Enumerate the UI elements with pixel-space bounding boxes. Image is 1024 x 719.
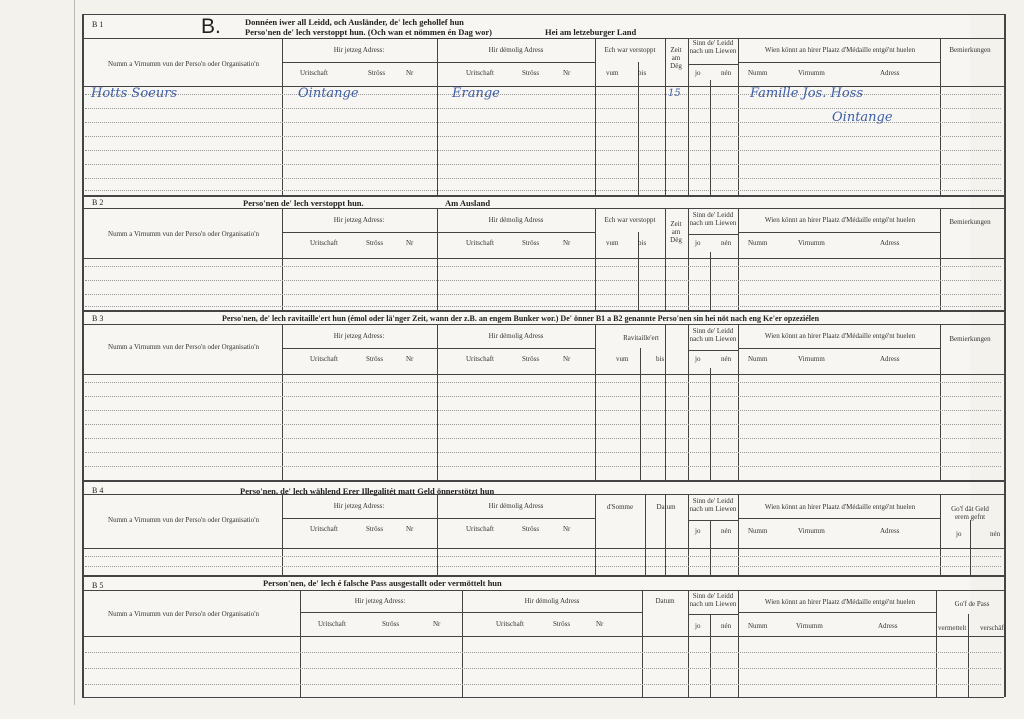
b3-city-header: Uritschaft (310, 355, 338, 363)
grid-line (462, 612, 642, 613)
b1-medal-address-header: Adress (880, 69, 900, 77)
b4-medal-address-header: Adress (880, 527, 900, 535)
b3-medal-first-header: Virnumm (798, 355, 825, 363)
grid-line (595, 324, 596, 480)
grid-line (940, 38, 941, 195)
grid-line (300, 590, 301, 697)
b3-medal-name-header: Numm (748, 355, 768, 363)
b1-entry-former-city: Erange (452, 86, 500, 101)
grid-line (638, 62, 639, 195)
grid-line (82, 310, 1004, 312)
b2-days-header: Zeit am Dëg (670, 220, 682, 245)
b5-medal-address-header: Adress (878, 622, 898, 630)
b2-former-city-header: Uritschaft (466, 239, 494, 247)
b2-current-address-header: Hir jetzeg Adress: (333, 216, 385, 224)
b4-former-street-header: Ströss (522, 525, 540, 533)
b4-medal-name-header: Numm (748, 527, 768, 535)
b2-former-nr-header: Nr (563, 239, 571, 247)
b5-title: Person'nen, de' lech é falsche Pass ausgestallt oder vermöttelt hun (263, 578, 502, 588)
b2-title: Perso'nen de' lech verstoppt hun. (243, 198, 364, 208)
b4-no-header: nén (721, 527, 732, 535)
b1-saved-header: Sinn de' Leidd nach um Liewen (689, 39, 737, 56)
section-b5-label: B 5 (92, 581, 104, 590)
b4-current-address-header: Hir jetzeg Adress: (333, 502, 385, 510)
b3-former-city-header: Uritschaft (466, 355, 494, 363)
b3-saved-header: Sinn de' Leidd nach um Liewen (689, 327, 737, 344)
b5-medal-first-header: Virnumm (796, 622, 823, 630)
b3-medal-address-header: Adress (880, 355, 900, 363)
grid-line (688, 350, 738, 351)
b4-title: Perso'nen, de' lech wählend Erer Illegalitét matt Geld önnerstötzt hun (240, 486, 495, 496)
b1-to-header: bis (638, 69, 647, 77)
entry-line (85, 164, 1001, 165)
grid-line (82, 697, 1004, 698)
grid-line (82, 86, 1004, 87)
b1-entry-medal-address: Ointange (832, 110, 893, 125)
entry-line (85, 684, 1001, 685)
b3-remarks-header: Bemierkungen (949, 335, 991, 343)
section-b3-label: B 3 (92, 314, 104, 323)
entry-line (85, 566, 1001, 567)
entry-line (85, 410, 1001, 411)
b5-former-nr-header: Nr (596, 620, 604, 628)
b5-no-header: nén (721, 622, 732, 630)
grid-line (437, 348, 595, 349)
b4-medal-header: Wien könnt an hirer Plaatz d'Médaille entgé'nt huelen (764, 503, 916, 511)
b5-former-address-header: Hir démolig Adress (524, 597, 580, 605)
grid-line (82, 494, 1004, 495)
entry-line (85, 396, 1001, 397)
grid-line (595, 38, 596, 195)
grid-line (282, 518, 437, 519)
b5-medal-name-header: Numm (748, 622, 768, 630)
b3-former-street-header: Ströss (522, 355, 540, 363)
grid-line (738, 518, 940, 519)
b4-former-nr-header: Nr (563, 525, 571, 533)
b3-nr-header: Nr (406, 355, 414, 363)
grid-line (688, 614, 738, 615)
entry-line (85, 94, 1001, 95)
grid-line (462, 590, 463, 697)
grid-line (282, 232, 437, 233)
b2-remarks-header: Bemierkungen (949, 218, 991, 226)
b2-medal-name-header: Numm (748, 239, 768, 247)
b1-yes-header: jo (695, 69, 701, 77)
section-b2-label: B 2 (92, 198, 104, 207)
b2-nr-header: Nr (406, 239, 414, 247)
b4-medal-first-header: Virnumm (798, 527, 825, 535)
grid-line (82, 374, 1004, 375)
grid-line (688, 324, 689, 480)
grid-line (82, 480, 1004, 482)
b5-date-header: Datum (655, 597, 675, 605)
b1-former-city-header: Uritschaft (466, 69, 494, 77)
grid-line (710, 252, 711, 310)
grid-line (282, 62, 437, 63)
b3-current-address-header: Hir jetzeg Adress: (333, 332, 385, 340)
b1-current-address-header: Hir jetzeg Adress: (333, 46, 385, 54)
b4-saved-header: Sinn de' Leidd nach um Liewen (689, 497, 737, 514)
b2-title-right: Am Ausland (445, 198, 491, 208)
grid-line (640, 348, 641, 480)
b1-city-header: Uritschaft (300, 69, 328, 77)
grid-line (936, 590, 937, 697)
b4-former-address-header: Hir démolig Adress (488, 502, 544, 510)
b4-gift-header: Go'f dät Geld erem gefnt (951, 505, 989, 522)
b1-street-header: Ströss (368, 69, 386, 77)
b1-entry-name: Hotts Soeurs (91, 86, 178, 101)
b2-former-street-header: Ströss (522, 239, 540, 247)
entry-line (85, 190, 1001, 191)
b2-medal-header: Wien könnt an hirer Plaatz d'Médaille entgé'nt huelen (764, 216, 916, 224)
entry-line (85, 178, 1001, 179)
grid-line (642, 590, 643, 697)
b2-former-address-header: Hir démolig Adress (488, 216, 544, 224)
section-letter: B. (201, 15, 221, 38)
grid-line (738, 612, 936, 613)
b4-amount-header: d'Somme (606, 503, 634, 511)
b5-current-address-header: Hir jetzeg Adress: (354, 597, 406, 605)
b4-name-header: Numm a Virnumm vun der Perso'n oder Organisatio'n (108, 516, 259, 524)
entry-line (85, 294, 1001, 295)
b3-yes-header: jo (695, 355, 701, 363)
b1-from-header: vum (606, 69, 619, 77)
b3-title: Perso'nen, de' lech ravitaille'ert hun (émol oder lä'nger Zeit, wann der z.B. an engem Bunker wor.) De' önner B1 a B2 genannte Perso'nen sin hei nöt nach eng Ke'er opzeziélen (222, 314, 820, 323)
b3-to-header: bis (656, 355, 665, 363)
b4-former-city-header: Uritschaft (466, 525, 494, 533)
grid-line (688, 38, 689, 195)
b1-medal-name-header: Numm (748, 69, 768, 77)
grid-line (665, 324, 666, 480)
b2-hid-header: Ech war verstoppt (604, 216, 656, 224)
section-b4-label: B 4 (92, 486, 104, 495)
b5-street-header: Ströss (382, 620, 400, 628)
grid-line (82, 324, 1004, 325)
header-line2: Perso'nen de' lech verstoppt hun. (Och wan et nömmen én Dag wor) (245, 27, 492, 37)
entry-line (85, 266, 1001, 267)
grid-line (437, 232, 595, 233)
grid-line (738, 590, 739, 697)
b5-nr-header: Nr (433, 620, 441, 628)
b5-former-city-header: Uritschaft (496, 620, 524, 628)
b5-yes-header: jo (695, 622, 701, 630)
b3-from-header: vum (616, 355, 629, 363)
b3-former-nr-header: Nr (563, 355, 571, 363)
entry-line (85, 668, 1001, 669)
entry-line (85, 306, 1001, 307)
b2-street-header: Ströss (366, 239, 384, 247)
b1-name-header: Numm a Virnumm vun der Perso'n oder Organisatio'n (108, 60, 259, 68)
b1-entry-days: 15 (668, 88, 681, 99)
grid-line (738, 232, 940, 233)
entry-line (85, 136, 1001, 137)
b1-hid-header: Ech war verstoppt (604, 46, 656, 54)
grid-line (710, 520, 711, 575)
b3-name-header: Numm a Virnumm vun der Perso'n oder Organisatio'n (108, 343, 259, 351)
grid-line (1004, 14, 1006, 697)
b3-supplied-header: Ravitaille'ert (623, 334, 659, 342)
b2-to-header: bis (638, 239, 647, 247)
b5-saved-header: Sinn de' Leidd nach um Liewen (689, 592, 737, 609)
grid-line (710, 368, 711, 480)
entry-line (85, 424, 1001, 425)
b2-name-header: Numm a Virnumm vun der Perso'n oder Organisatio'n (108, 230, 259, 238)
b3-medal-header: Wien könnt an hirer Plaatz d'Médaille entgé'nt huelen (764, 332, 916, 340)
entry-line (85, 382, 1001, 383)
b2-medal-first-header: Virnumm (798, 239, 825, 247)
grid-line (82, 636, 1004, 637)
b4-gift-yes: jo (956, 530, 962, 538)
b5-former-street-header: Ströss (553, 620, 571, 628)
entry-line (85, 438, 1001, 439)
b5-medal-header: Wien könnt an hirer Plaatz d'Médaille entgé'nt huelen (764, 598, 916, 606)
b1-former-street-header: Ströss (522, 69, 540, 77)
grid-line (82, 208, 1004, 209)
grid-line (82, 195, 1004, 197)
grid-line (82, 548, 1004, 549)
b1-entry-city: Ointange (298, 86, 359, 101)
b4-date-header: Datum (656, 503, 676, 511)
b2-from-header: vum (606, 239, 619, 247)
b2-saved-header: Sinn de' Leidd nach um Liewen (689, 211, 737, 228)
grid-line (738, 494, 739, 575)
entry-line (85, 280, 1001, 281)
grid-line (738, 348, 940, 349)
b2-yes-header: jo (695, 239, 701, 247)
entry-line (85, 150, 1001, 151)
b4-gift-no: nén (990, 530, 1001, 538)
b1-former-nr-header: Nr (563, 69, 571, 77)
grid-line (282, 348, 437, 349)
b1-entry-medal-name: Famille Jos. Hoss (750, 86, 863, 101)
b5-issued: vermettelt (938, 624, 967, 632)
b1-remarks-header: Bemierkungen (949, 46, 991, 54)
b3-street-header: Ströss (366, 355, 384, 363)
page-fold-edge (74, 0, 75, 705)
b4-city-header: Uritschaft (310, 525, 338, 533)
grid-line (688, 520, 738, 521)
b5-obtained: verschäft (980, 624, 1006, 632)
grid-line (710, 80, 711, 195)
entry-line (85, 556, 1001, 557)
b1-days-header: Zeit am Dëg (670, 46, 682, 71)
grid-line (300, 612, 462, 613)
b1-no-header: nén (721, 69, 732, 77)
b3-former-address-header: Hir démolig Adress (488, 332, 544, 340)
grid-line (437, 62, 595, 63)
section-b1-label: B 1 (92, 20, 104, 29)
b4-yes-header: jo (695, 527, 701, 535)
b5-pass-header: Go'f de Pass (954, 600, 990, 608)
b5-name-header: Numm a Virnumm vun der Perso'n oder Organisatio'n (108, 610, 259, 618)
grid-line (82, 590, 1004, 591)
b1-former-address-header: Hir démolig Adress (488, 46, 544, 54)
entry-line (85, 108, 1001, 109)
grid-line (688, 64, 738, 65)
b3-no-header: nén (721, 355, 732, 363)
b5-city-header: Uritschaft (318, 620, 346, 628)
b2-medal-address-header: Adress (880, 239, 900, 247)
grid-line (738, 62, 940, 63)
grid-line (688, 234, 738, 235)
grid-line (82, 258, 1004, 259)
entry-line (85, 452, 1001, 453)
b2-no-header: nén (721, 239, 732, 247)
grid-line (82, 14, 84, 697)
b1-medal-header: Wien könnt an hirer Plaatz d'Médaille entgé'nt huelen (764, 46, 916, 54)
entry-line (85, 652, 1001, 653)
grid-line (970, 520, 971, 575)
b1-medal-first-header: Virnumm (798, 69, 825, 77)
b4-nr-header: Nr (406, 525, 414, 533)
b4-street-header: Ströss (366, 525, 384, 533)
grid-line (437, 518, 595, 519)
grid-line (940, 494, 941, 575)
header-line1: Donnéen iwer all Leidd, och Ausländer, de' lech gehollef hun (245, 17, 464, 27)
grid-line (940, 324, 941, 480)
header-line2-right: Hei am letzeburger Land (545, 27, 637, 37)
b1-nr-header: Nr (406, 69, 414, 77)
b2-city-header: Uritschaft (310, 239, 338, 247)
entry-line (85, 466, 1001, 467)
grid-line (82, 575, 1004, 577)
